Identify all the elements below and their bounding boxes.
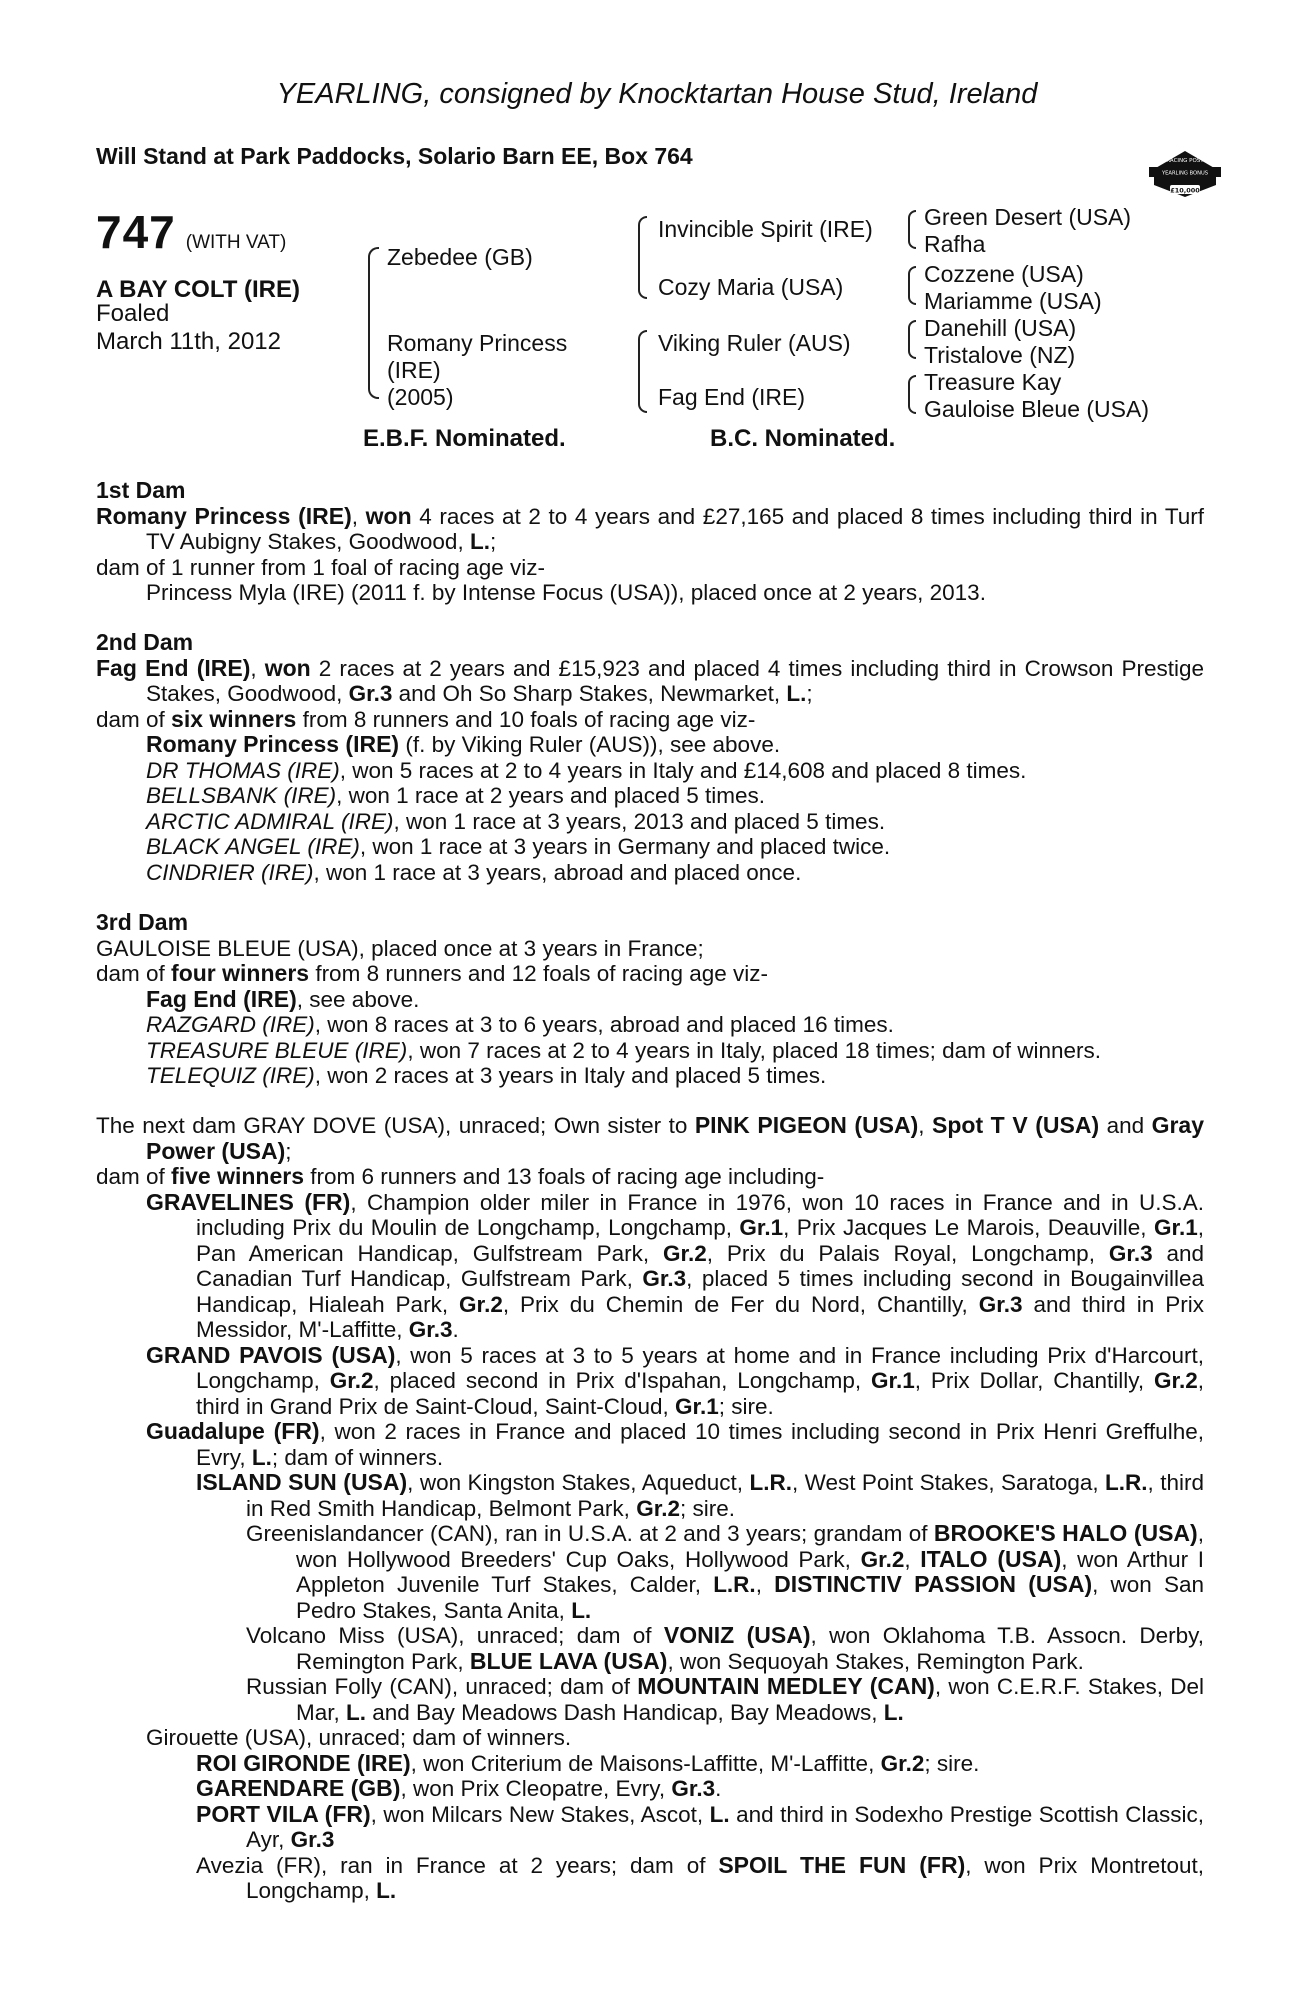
group-label: Gr.2 xyxy=(636,1495,680,1521)
pedigree-ddd: Gauloise Bleue (USA) xyxy=(924,396,1149,422)
t: and third in Prix Messidor, M'-Laffitte, xyxy=(196,1291,1205,1342)
pedigree-sire-sire: Invincible Spirit (IRE) xyxy=(658,216,873,242)
group-label: Gr.3 xyxy=(671,1776,716,1801)
progeny-text: (f. by Viking Ruler (AUS)), see above. xyxy=(399,732,781,757)
punct: ; xyxy=(489,529,497,554)
progeny-name: GARENDARE (GB) xyxy=(196,1775,401,1801)
brace-gp2 xyxy=(908,266,916,305)
listed-label: L. xyxy=(469,529,490,554)
progeny-avezia xyxy=(96,1853,1204,1904)
group-label: Gr.1 xyxy=(739,1215,784,1240)
group-label: Gr.3 xyxy=(1108,1240,1153,1266)
pedigree-dam-name: Romany Princess xyxy=(387,330,568,356)
second-dam-text: 2 races at 2 years and £15,923 and placed 4 times including third in Crowson Prestige Stakes, Goodwood, xyxy=(146,655,1204,706)
t: , Prix Jacques Le Marois, Deauville, xyxy=(783,1215,1154,1240)
group-label: Gr.2 xyxy=(860,1546,905,1572)
second-dam-record: Fag End (IRE), won 2 races at 2 years and £15,923 and placed 4 times including third in Crowson Prestige Stakes, Goodwood, Gr.3 and Oh So Sharp Stakes, Newmarket, L.; xyxy=(96,654,1204,706)
punct: ; xyxy=(285,1138,292,1164)
progeny-name: GRAND PAVOIS (USA) xyxy=(146,1341,396,1368)
t: , won Prix Cleopatre, Evry, xyxy=(400,1776,672,1801)
foaled-label: Foaled xyxy=(96,300,170,327)
horse-name: MOUNTAIN MEDLEY (CAN) xyxy=(637,1673,935,1699)
second-dam-name: Fag End (IRE) xyxy=(96,654,251,681)
t: , xyxy=(755,1572,775,1597)
progeny-garendare xyxy=(96,1776,1204,1802)
first-dam-heading: 1st Dam xyxy=(96,477,186,503)
horse-name: BLUE LAVA (USA) xyxy=(469,1647,668,1674)
first-dam-name: Romany Princess (IRE) xyxy=(96,502,352,529)
t: , xyxy=(904,1546,921,1572)
horse-name: Spot T V (USA) xyxy=(932,1112,1100,1138)
progeny-name: TREASURE BLEUE (IRE) xyxy=(146,1037,408,1063)
foaled-date: March 11th, 2012 xyxy=(96,328,282,355)
second-dam-produce-intro xyxy=(96,707,1204,733)
t: and Canadian Turf Handicap, Gulfstream Park, xyxy=(196,1240,1204,1291)
listed-label: L.R. xyxy=(713,1572,756,1597)
bc-nominated: B.C. Nominated. xyxy=(710,425,896,452)
yearling-bonus-badge xyxy=(1148,145,1222,201)
progeny-gravelines xyxy=(96,1190,1204,1343)
t: , won 5 races at 3 to 5 years at home and in France including Prix d'Harcourt, Longchamp, xyxy=(196,1342,1204,1393)
brace-gp3 xyxy=(908,320,916,359)
progeny-name: BLACK ANGEL (IRE) xyxy=(146,834,360,859)
t: , Prix du Palais Royal, Longchamp, xyxy=(706,1240,1109,1266)
progeny-name: ROI GIRONDE (IRE) xyxy=(196,1749,411,1776)
group-label: Gr.3 xyxy=(348,681,393,706)
progeny-text: , won 7 races at 2 to 4 years in Italy, placed 18 times; dam of winners. xyxy=(407,1037,1101,1063)
progeny-russian-folly xyxy=(96,1674,1204,1725)
stand-location: Will Stand at Park Paddocks, Solario Barn EE, Box 764 xyxy=(96,143,693,169)
pedigree-sire-dam: Cozy Maria (USA) xyxy=(658,274,844,300)
t: . xyxy=(452,1317,459,1342)
progeny-text: , won 1 race at 3 years, 2013 and placed 5 times. xyxy=(393,808,886,834)
progeny-item xyxy=(96,987,1204,1013)
pedigree-sire: Zebedee (GB) xyxy=(387,244,533,270)
conj: and xyxy=(1099,1113,1152,1138)
second-dam-text-b: and Oh So Sharp Stakes, Newmarket, xyxy=(392,681,787,706)
next-dam-section xyxy=(96,1113,1204,1904)
t: , placed second in Prix d'Ispahan, Longchamp, xyxy=(373,1368,871,1393)
progeny-name: ISLAND SUN (USA) xyxy=(196,1469,408,1495)
listed-label: L. xyxy=(346,1699,367,1725)
pedigree-ssd: Rafha xyxy=(924,231,986,257)
t: ; dam of winners. xyxy=(271,1444,444,1470)
progeny-item xyxy=(96,809,1204,835)
pedigree-sds: Cozzene (USA) xyxy=(924,261,1084,287)
progeny-name: Fag End (IRE) xyxy=(146,985,297,1012)
listed-label: L. xyxy=(376,1878,397,1903)
group-label: Gr.2 xyxy=(1153,1368,1198,1393)
group-label: Gr.3 xyxy=(642,1266,687,1291)
progeny-grand-pavois xyxy=(96,1343,1204,1420)
progeny-name: DR THOMAS (IRE) xyxy=(146,757,340,783)
t: and Bay Meadows Dash Handicap, Bay Meadows, xyxy=(366,1699,884,1725)
progeny-text: , won 1 race at 2 years and placed 5 times. xyxy=(336,783,766,808)
t: , won Milcars New Stakes, Ascot, xyxy=(370,1801,710,1827)
progeny-name: BELLSBANK (IRE) xyxy=(146,783,337,808)
next-dam-intro: The next dam GRAY DOVE (USA), unraced; Own sister to xyxy=(96,1113,695,1138)
t: Russian Folly (CAN), unraced; dam of xyxy=(246,1674,638,1699)
progeny-name: Guadalupe (FR) xyxy=(146,1418,320,1444)
progeny-guadalupe xyxy=(96,1419,1204,1470)
group-label: Gr.2 xyxy=(329,1368,374,1393)
listed-label: L. xyxy=(883,1699,904,1725)
won-label: won xyxy=(365,502,412,529)
punct: , xyxy=(918,1113,932,1138)
horse-name: ITALO (USA) xyxy=(920,1545,1062,1572)
badge-amount: £10,000 xyxy=(1170,186,1200,195)
progeny-item xyxy=(96,1063,1204,1089)
listed-label: L.R. xyxy=(749,1470,792,1495)
t: , won Criterium de Maisons-Laffitte, M'-Laffitte, xyxy=(410,1750,881,1776)
third-dam-section xyxy=(96,910,1204,1089)
first-dam-record: Romany Princess (IRE), won 4 races at 2 to 4 years and £27,165 and placed 8 times including third in Turf TV Aubigny Stakes, Goodwood, L.; xyxy=(96,502,1204,554)
t: , Prix Dollar, Chantilly, xyxy=(914,1368,1154,1393)
progeny-name: ARCTIC ADMIRAL (IRE) xyxy=(146,808,394,834)
progeny-greenislandancer xyxy=(96,1521,1204,1623)
won-label: won xyxy=(264,654,311,681)
listed-label: L.R. xyxy=(1105,1470,1148,1495)
pedigree-sss: Green Desert (USA) xyxy=(924,204,1132,230)
t: , third in Grand Prix de Saint-Cloud, Saint-Cloud, xyxy=(196,1368,1204,1419)
progeny-text: , won 1 race at 3 years in Germany and placed twice. xyxy=(359,834,891,859)
progeny-item xyxy=(96,758,1204,784)
pedigree-dsd: Tristalove (NZ) xyxy=(924,342,1076,368)
foaled-info xyxy=(96,300,281,356)
t: , Prix du Chemin de Fer du Nord, Chantilly, xyxy=(502,1291,979,1317)
vat-note: (WITH VAT) xyxy=(185,232,287,253)
first-dam-section xyxy=(96,478,1204,606)
third-dam-produce-intro xyxy=(96,961,1204,987)
progeny-name: TELEQUIZ (IRE) xyxy=(146,1063,315,1088)
progeny-name: RAZGARD (IRE) xyxy=(146,1012,315,1037)
next-dam-produce-intro xyxy=(96,1164,1204,1190)
pedigree-dam-dam: Fag End (IRE) xyxy=(658,384,805,410)
t: , won Kingston Stakes, Aqueduct, xyxy=(407,1470,750,1495)
listed-label: L. xyxy=(786,681,807,706)
pedigree-dam-country: (IRE) xyxy=(387,357,441,383)
group-label: Gr.1 xyxy=(1153,1215,1198,1240)
t: Volcano Miss (USA), unraced; dam of xyxy=(246,1623,664,1648)
brace-dam-parents xyxy=(638,330,647,413)
second-dam-section xyxy=(96,630,1204,885)
group-label: Gr.2 xyxy=(662,1240,707,1266)
group-label: Gr.3 xyxy=(408,1317,453,1342)
group-label: Gr.2 xyxy=(880,1750,925,1776)
horse-name: Gray Power (USA) xyxy=(146,1112,1204,1164)
first-dam-progeny: Princess Myla (IRE) (2011 f. by Intense Focus (USA)), placed once at 2 years, 2013. xyxy=(146,580,986,605)
progeny-text: , won 2 races at 3 years in Italy and placed 5 times. xyxy=(314,1063,827,1088)
progeny-item xyxy=(96,834,1204,860)
produce-rest: from 8 runners and 10 foals of racing age viz- xyxy=(296,706,756,732)
listed-label: L. xyxy=(251,1444,272,1470)
t: , Pan American Handicap, Gulfstream Park, xyxy=(196,1215,1204,1266)
t: , won San Pedro Stakes, Santa Anita, xyxy=(296,1572,1204,1623)
progeny-name: CINDRIER (IRE) xyxy=(146,859,314,885)
pedigree-dam xyxy=(387,330,567,411)
t: , placed 5 times including second in Bougainvillea Handicap, Hialeah Park, xyxy=(196,1266,1205,1317)
group-label: Gr.1 xyxy=(871,1368,915,1393)
t: , won 2 races in France and placed 10 times including second in Prix Henri Greffulhe, Evry, xyxy=(196,1419,1204,1470)
t: , won Prix Montretout, Longchamp, xyxy=(246,1852,1205,1903)
pedigree-dam-year: (2005) xyxy=(387,384,454,410)
brace-gp4 xyxy=(908,375,916,414)
t: ; sire. xyxy=(679,1495,735,1521)
produce-rest: from 8 runners and 12 foals of racing age viz- xyxy=(309,961,769,986)
progeny-girouette: Girouette (USA), unraced; dam of winners. xyxy=(146,1725,572,1750)
brace-gp1 xyxy=(908,210,916,249)
t: , won Oklahoma T.B. Assocn. Derby, Remington Park, xyxy=(296,1623,1204,1674)
ebf-nominated: E.B.F. Nominated. xyxy=(363,425,566,452)
progeny-volcano-miss xyxy=(96,1623,1204,1674)
t: Avezia (FR), ran in France at 2 years; dam of xyxy=(196,1852,719,1878)
produce-rest: from 6 runners and 13 foals of racing age including- xyxy=(303,1164,825,1189)
page-title: YEARLING, consigned by Knocktartan House Stud, Ireland xyxy=(276,78,1038,110)
second-dam-heading: 2nd Dam xyxy=(96,629,194,655)
first-dam-produce-intro: dam of 1 runner from 1 foal of racing age viz- xyxy=(96,554,545,580)
badge-mid-text: YEARLING BONUS xyxy=(1161,170,1209,177)
t: , won Sequoyah Stakes, Remington Park. xyxy=(667,1648,1084,1674)
t: , Champion older miler in France in 1976, won 10 races in France and in U.S.A. including Prix du Moulin de Longchamp, Longchamp, xyxy=(196,1189,1204,1240)
group-label: Gr.2 xyxy=(459,1291,503,1317)
horse-name: DISTINCTIV PASSION (USA) xyxy=(774,1571,1093,1597)
listed-label: L. xyxy=(709,1801,730,1827)
t: , won C.E.R.F. Stakes, Del Mar, xyxy=(296,1674,1204,1725)
t: ; sire. xyxy=(718,1393,774,1419)
winners-count: five winners xyxy=(171,1163,304,1189)
horse-name: VONIZ (USA) xyxy=(663,1622,811,1648)
horse-name: BROOKE'S HALO (USA) xyxy=(933,1520,1198,1546)
horse-name: PINK PIGEON (USA) xyxy=(694,1112,919,1138)
progeny-name: Romany Princess (IRE) xyxy=(146,731,400,757)
lot-number: 747 xyxy=(96,206,176,258)
lot-number-row xyxy=(96,205,286,259)
listed-label: L. xyxy=(571,1597,592,1623)
t: and third in Sodexho Prestige Scottish Classic, Ayr, xyxy=(246,1801,1205,1852)
progeny-island-sun xyxy=(96,1470,1204,1521)
third-dam-record: GAULOISE BLEUE (USA), placed once at 3 years in France; xyxy=(96,935,704,961)
progeny-text: , won 5 races at 2 to 4 years in Italy and £14,608 and placed 8 times. xyxy=(339,757,1027,783)
progeny-item xyxy=(96,860,1204,886)
brace-sire-dam xyxy=(368,247,379,399)
horse-description: A BAY COLT (IRE) xyxy=(96,276,301,303)
t: , third in Red Smith Handicap, Belmont Park, xyxy=(246,1470,1204,1521)
dam-of-label: dam of xyxy=(96,961,172,986)
group-label: Gr.1 xyxy=(674,1393,719,1419)
progeny-port-vila xyxy=(96,1802,1204,1853)
progeny-text: , won 8 races at 3 to 6 years, abroad and placed 16 times. xyxy=(314,1012,894,1037)
pedigree-sdd: Mariamme (USA) xyxy=(924,288,1102,314)
badge-top-text: RACING POST xyxy=(1166,158,1204,164)
winners-count: six winners xyxy=(171,705,297,732)
t: , West Point Stakes, Saratoga, xyxy=(791,1470,1106,1495)
pedigree-dss: Danehill (USA) xyxy=(924,315,1077,341)
group-label: Gr.3 xyxy=(290,1827,335,1852)
group-label: Gr.3 xyxy=(978,1291,1023,1317)
progeny-name: PORT VILA (FR) xyxy=(196,1800,371,1827)
progeny-roi-gironde xyxy=(96,1751,1204,1777)
next-dam-record xyxy=(96,1113,1204,1164)
t: , won Arthur I Appleton Juvenile Turf Stakes, Calder, xyxy=(296,1546,1204,1597)
winners-count: four winners xyxy=(171,960,310,986)
t: ; sire. xyxy=(924,1750,980,1776)
t: , won Hollywood Breeders' Cup Oaks, Hollywood Park, xyxy=(296,1521,1204,1572)
punct: ; xyxy=(806,681,813,706)
progeny-item xyxy=(96,1038,1204,1064)
t: Greenislandancer (CAN), ran in U.S.A. at 2 and 3 years; grandam of xyxy=(246,1521,934,1546)
third-dam-heading: 3rd Dam xyxy=(96,909,189,935)
progeny-item xyxy=(96,1012,1204,1038)
t: . xyxy=(715,1776,722,1801)
progeny-name: GRAVELINES (FR) xyxy=(146,1188,351,1215)
progeny-item xyxy=(96,732,1204,758)
dam-of-label: dam of xyxy=(96,1164,172,1189)
progeny-item xyxy=(96,783,1204,809)
brace-sire-parents xyxy=(638,216,647,299)
first-dam-text: 4 races at 2 to 4 years and £27,165 and placed 8 times including third in Turf TV Aubigny Stakes, Goodwood, xyxy=(146,503,1204,554)
progeny-text: , see above. xyxy=(296,986,420,1012)
horse-name: SPOIL THE FUN (FR) xyxy=(718,1851,966,1878)
dam-of-label: dam of xyxy=(96,706,172,732)
pedigree-dam-sire: Viking Ruler (AUS) xyxy=(658,330,851,356)
pedigree-dds: Treasure Kay xyxy=(924,369,1062,395)
progeny-text: , won 1 race at 3 years, abroad and placed once. xyxy=(313,859,802,885)
